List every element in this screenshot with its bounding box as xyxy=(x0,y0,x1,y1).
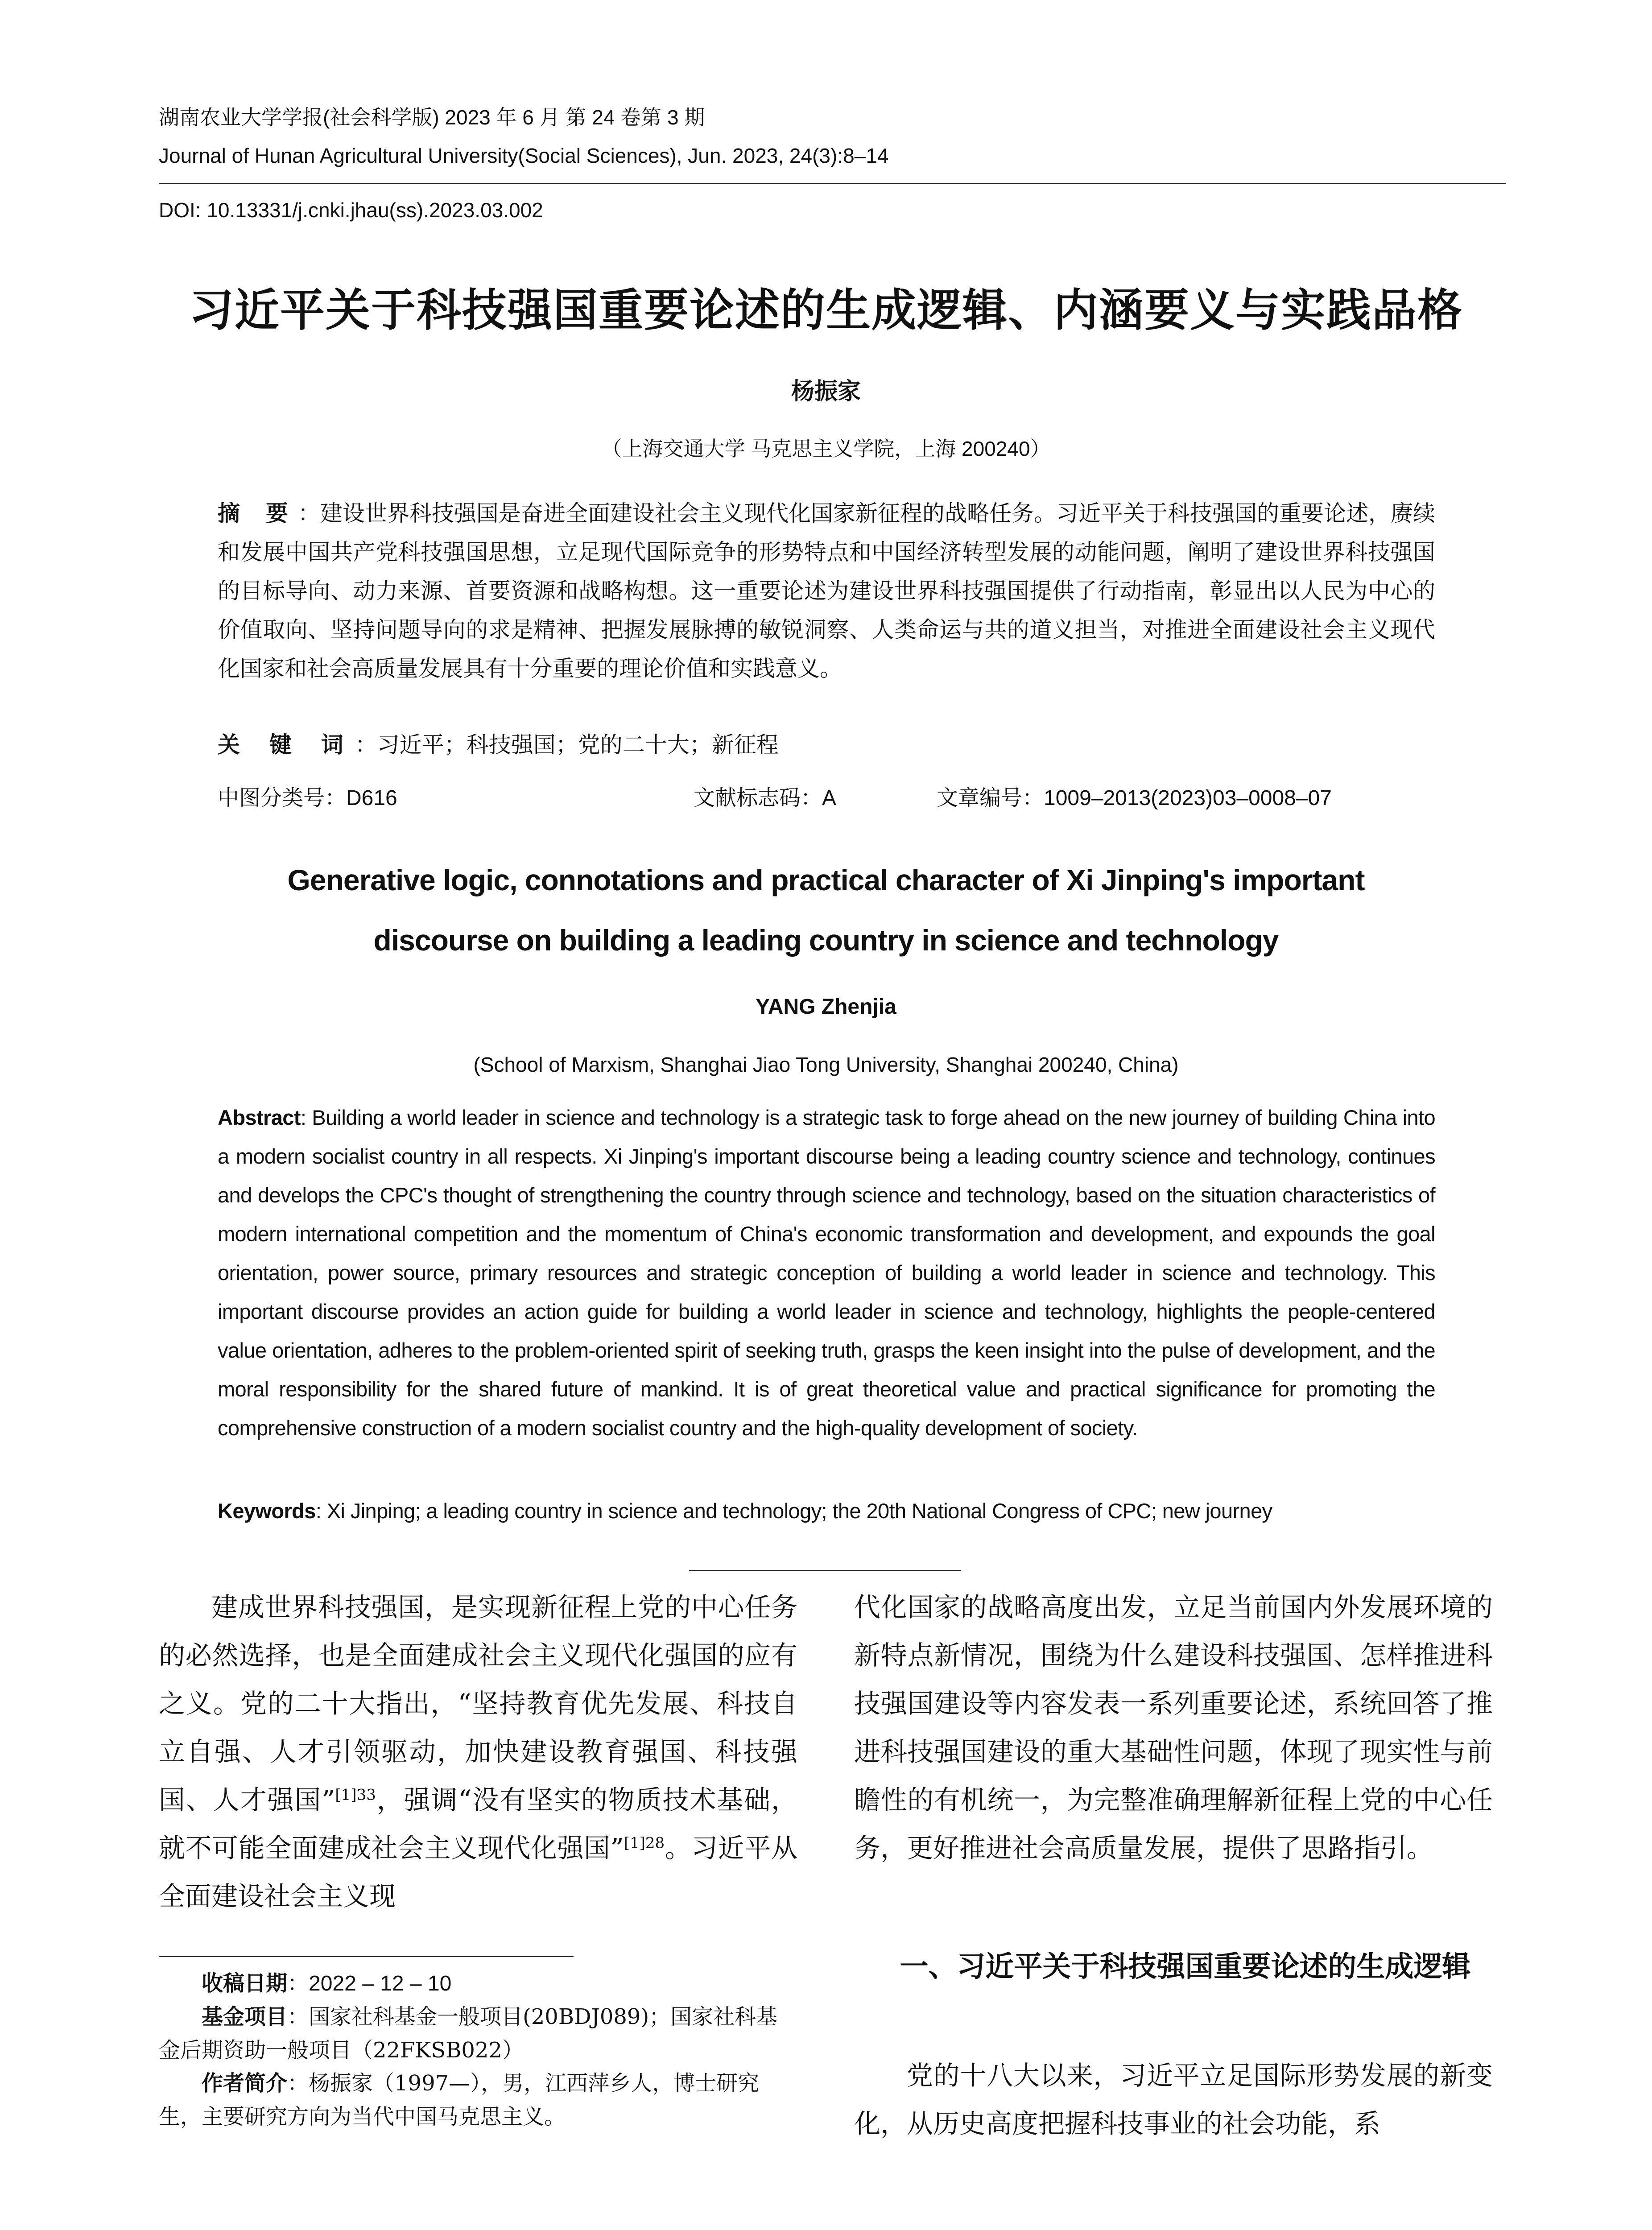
journal-header-zh: 湖南农业大学学报(社会科学版) 2023 年 6 月 第 24 卷第 3 期 xyxy=(159,106,705,129)
footnote-fund: 基金项目：国家社科基金一般项目(20BDJ089)；国家社科基金后期资助一般项目（22FKSB022） xyxy=(159,2004,778,2063)
clc-number: 中图分类号：D616 xyxy=(218,786,397,810)
section-divider xyxy=(689,1570,961,1571)
abstract-zh-label: 摘 要 xyxy=(218,501,298,526)
body-right-column xyxy=(854,1583,1493,1872)
keywords-zh-text: ：习近平；科技强国；党的二十大；新征程 xyxy=(355,732,779,758)
header-divider xyxy=(159,183,1506,184)
abstract-en-text: : Building a world leader in science and technology is a strategic task to forge ahead on the new journey of building China into a modern socialist country in all respects. Xi Jinping's important discourse being a leading country science and technology, continues and develops the CPC's thought of strengthening the country through science and technology, based on the situation characteristics of modern international competition and the momentum of China's economic transformation and development, and expounds the goal orientation, power source, primary resources and strategic conception of building a world leader in science and technology. This important discourse provides an action guide for building a world leader in science and technology, highlights the people-centered value orientation, adheres to the problem-oriented spirit of seeking truth, grasps the keen insight into the pulse of development, and the moral responsibility for the shared future of mankind. It is of great theoretical value and practical significance for promoting the comprehensive construction of a modern socialist country and the high-quality development of society. xyxy=(218,1106,1435,1440)
keywords-zh-label: 关 键 词 xyxy=(218,732,355,757)
body-paragraph-2: 党的十八大以来，习近平立足国际形势发展的新变化，从历史高度把握科技事业的社会功能，系 xyxy=(854,2060,1493,2139)
body-left-column xyxy=(159,1583,797,1920)
abstract-zh-text: ：建设世界科技强国是奋进全面建设社会主义现代化国家新征程的战略任务。习近平关于科技强国的重要论述，赓续和发展中国共产党科技强国思想，立足现代国际竞争的形势特点和中国经济转型发展的动能问题，阐明了建设世界科技强国的目标导向、动力来源、首要资源和战略构想。这一重要论述为建设世界科技强国提供了行动指南，彰显出以人民为中心的价值取向、坚持问题导向的求是精神、把握发展脉搏的敏锐洞察、人类命运与共的道义担当，对推进全面建设社会主义现代化国家和社会高质量发展具有十分重要的理论价值和实践意义。 xyxy=(218,500,1435,681)
keywords-en xyxy=(218,1499,1272,1523)
citation: [1]28 xyxy=(624,1834,665,1852)
footnote-divider xyxy=(159,1956,574,1957)
journal-header-en: Journal of Hunan Agricultural University(Social Sciences), Jun. 2023, 24(3):8–14 xyxy=(159,144,889,167)
doi: DOI: 10.13331/j.cnki.jhau(ss).2023.03.002 xyxy=(159,198,543,222)
body-right-column-lower xyxy=(854,2052,1493,2148)
keywords-zh xyxy=(218,727,779,759)
body-paragraph-1-continued: 代化国家的战略高度出发，立足当前国内外发展环境的新特点新情况，围绕为什么建设科技强国、怎样推进科技强国建设等内容发表一系列重要论述，系统回答了推进科技强国建设的重大基础性问题，体现了现实性与前瞻性的有机统一，为完整准确理解新征程上党的中心任务，更好推进社会高质量发展，提供了思路指引。 xyxy=(854,1592,1493,1863)
author-en: YANG Zhenjia xyxy=(756,995,896,1019)
title-zh: 习近平关于科技强国重要论述的生成逻辑、内涵要义与实践品格 xyxy=(189,285,1463,335)
section-heading-1: 一、习近平关于科技强国重要论述的生成逻辑 xyxy=(900,1950,1471,1982)
affiliation-en: (School of Marxism, Shanghai Jiao Tong University, Shanghai 200240, China) xyxy=(473,1053,1179,1076)
article-number: 文章编号：1009–2013(2023)03–0008–07 xyxy=(937,786,1332,810)
footnote-received: 收稿日期：2022 – 12 – 10 xyxy=(202,1972,452,1995)
document-code: 文献标志码：A xyxy=(694,786,837,810)
keywords-en-text: : Xi Jinping; a leading country in science and technology; the 20th National Congress of CPC; new journey xyxy=(315,1499,1272,1523)
abstract-en xyxy=(218,1098,1435,1447)
abstract-en-label: Abstract xyxy=(218,1106,301,1129)
footnotes xyxy=(159,1967,797,2133)
abstract-zh xyxy=(218,494,1435,688)
body-paragraph-1: 建成世界科技强国，是实现新征程上党的中心任务的必然选择，也是全面建成社会主义现代化强国的应有之义。党的二十大指出，“坚持教育优先发展、科技自立自强、人才引领驱动，加快建设教育强国、科技强国、人才强国”$^{[1]33}$，强调“没有坚实的物质技术基础，就不可能全面建成社会主义现代化强国”$^{[1]28}$。习近平从全面建设社会主义现 xyxy=(159,1592,797,1912)
title-en-line2: discourse on building a leading country in science and technology xyxy=(373,924,1279,957)
citation: [1]33 xyxy=(335,1786,376,1804)
affiliation-zh: （上海交通大学 马克思主义学院，上海 200240） xyxy=(601,437,1051,460)
author-zh: 杨振家 xyxy=(791,379,861,405)
footnote-author-bio: 作者简介：杨振家（1997—），男，江西萍乡人，博士研究生，主要研究方向为当代中国马克思主义。 xyxy=(159,2071,760,2129)
keywords-en-label: Keywords xyxy=(218,1499,316,1523)
title-en-line1: Generative logic, connotations and practical character of Xi Jinping's important xyxy=(287,863,1365,896)
